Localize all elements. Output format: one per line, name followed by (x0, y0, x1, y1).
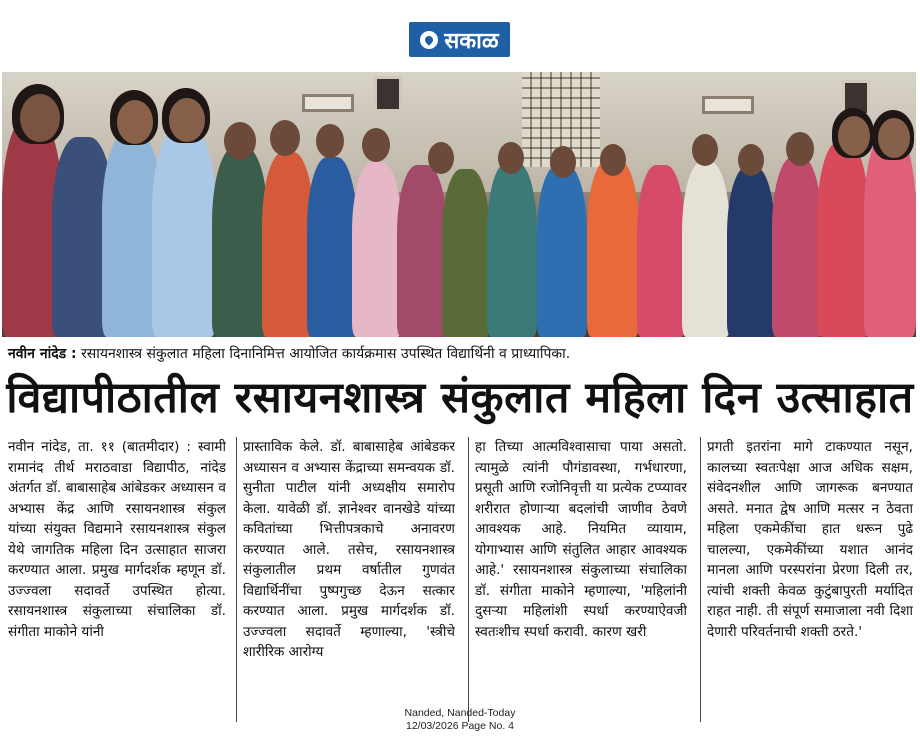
footer-edition: Nanded, Nanded-Today (404, 707, 516, 719)
sakal-logo-icon (420, 31, 438, 49)
footer-date-page: 12/03/2026 Page No. 4 (405, 720, 514, 732)
article-headline: विद्यापीठातील रसायनशास्त्र संकुलात महिला दिन उत्साहात (6, 373, 914, 423)
article-column-4: प्रगती इतरांना मागे टाकण्यात नसून, कालच्या स्वतःपेक्षा आज अधिक सक्षम, संवेदनशील आणि जागरूक बनण्यात असते. मनात द्वेष आणि मत्सर न ठेवता महिला एकमेकींचा हात धरून पुढे चालल्या, एकमेकींच्या यशात आनंद मानला आणि परस्परांना प्रेरणा दिली तर, त्यांची शक्ती केवळ कुटुंबापुरती मर्यादित राहत नाही. ती संपूर्ण समाजाला नवी दिशा देणारी परिवर्तनाची शक्ती ठरते.' (700, 437, 913, 722)
photo-caption (8, 343, 908, 365)
masthead-logo (409, 22, 510, 57)
page-footer (0, 707, 920, 737)
article-column-3: हा तिच्या आत्मविश्वासाचा पाया असतो. त्यामुळे त्यांनी पौगंडावस्था, गर्भधारणा, प्रसूती आणि रजोनिवृत्ती या प्रत्येक टप्प्यावर शरीरात होणाऱ्या बदलांची जाणीव ठेवणे आवश्यक आहे. नियमित व्यायाम, योगाभ्यास आणि संतुलित आहार आवश्यक आहे.' रसायनशास्त्र संकुलाच्या संचालिका डॉ. संगीता माकोने म्हणाल्या, 'महिलांनी दुसऱ्या महिलांशी स्पर्धा करण्याऐवजी स्वतःशीच स्पर्धा करावी. कारण खरी (468, 437, 687, 722)
caption-dateline: नवीन नांदेड : (8, 346, 77, 362)
article-body (8, 437, 912, 722)
group-photo (2, 72, 916, 337)
caption-text: रसायनशास्त्र संकुलात महिला दिनानिमित्त आयोजित कार्यक्रमास उपस्थित विद्यार्थिनी व प्राध्यापिका. (76, 346, 571, 362)
article-column-1: नवीन नांदेड, ता. ११ (बातमीदार) : स्वामी रामानंद तीर्थ मराठवाडा विद्यापीठ, नांदेड अंतर्गत डॉ. बाबासाहेब आंबेडकर अध्यासन व अभ्यास केंद्र आणि रसायनशास्त्र संकुल यांच्या संयुक्त विद्यमाने रसायनशास्त्र संकुल येथे जागतिक महिला दिन उत्साहात साजरा करण्यात आला. प्रमुख मार्गदर्शक म्हणून डॉ. उज्ज्वला सदावर्ते उपस्थित होत्या. रसायनशास्त्र संकुलाच्या संचालिका डॉ. संगीता माकोने यांनी (8, 439, 226, 640)
masthead-brand: सकाळ (444, 28, 499, 54)
article-column-2: प्रास्ताविक केले. डॉ. बाबासाहेब आंबेडकर अध्यासन व अभ्यास केंद्राच्या समन्वयक डॉ. सुनीता पाटील यांनी अध्यक्षीय समारोप केला. यावेळी डॉ. ज्ञानेश्वर वानखेडे यांच्या कवितांच्या भित्तीपत्रकाचे अनावरण करण्यात आले. तसेच, रसायनशास्त्र संकुलातील प्रथम वर्षातील गुणवंत विद्यार्थिनींचा पुष्पगुच्छ देऊन सत्कार करण्यात आला. प्रमुख मार्गदर्शक डॉ. उज्ज्वला सदावर्ते म्हणाल्या, 'स्त्रीचे शारीरिक आरोग्य (236, 437, 455, 722)
